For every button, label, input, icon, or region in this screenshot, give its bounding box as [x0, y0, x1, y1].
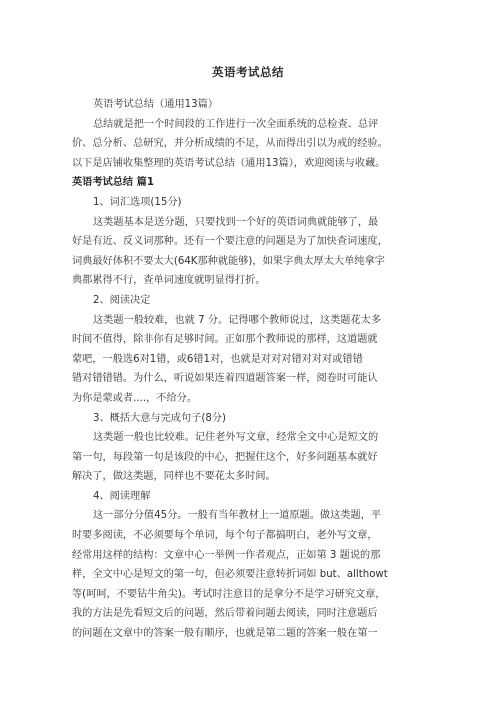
text-line: 的问题在文章中的答案一般有顺序，也就是第二题的答案一般在第一: [72, 628, 378, 640]
text-line: 蒙吧，一般选6对1错，或6错1对，也就是对对对错对对对或错错: [72, 353, 363, 365]
text-line: 3、概括大意与完成句子(8分): [93, 412, 226, 424]
section-heading: 英语考试总结 篇1: [72, 177, 154, 189]
text-line: 等(呵呵，不要钻牛角尖)。考试时注意目的是拿分不是学习研究文章，: [72, 588, 386, 600]
text-line: 我的方法是先看短文后的问题，然后带着问题去阅读，同时注意题后: [72, 608, 378, 620]
text-line: 1、词汇选项(15分): [93, 196, 182, 208]
document-body: [72, 95, 427, 644]
text-line: 样，全文中心是短文的第一句，但必须要注意转折词如 but、allthowt: [72, 569, 388, 581]
text-line: 解决了，做这类题，同样也不要花太多时间。: [72, 471, 276, 483]
text-line: 好是有近、反义词那种。还有一个要注意的问题是为了加快查词速度，: [72, 236, 388, 248]
text-line: 这类题一般也比较难。记住老外写文章，经常全文中心是短文的: [93, 432, 379, 444]
text-line: 2、阅读决定: [93, 294, 151, 306]
text-line: 时要多阅读，不必须要每个单词，每个句子都搞明白，老外写文章，: [72, 530, 378, 542]
document-title: 英语考试总结: [212, 65, 284, 79]
text-line: 典都累得不行，查单词速度就明显得打折。: [72, 275, 266, 287]
text-line: 这类题基本是送分题，只要找到一个好的英语词典就能够了，最: [93, 216, 379, 228]
text-line: 英语考试总结（通用13篇）: [93, 99, 219, 110]
text-line: 4、阅读理解: [93, 490, 151, 502]
text-line: 词典最好体积不要太大(64K那种就能够)，如果字典太厚太大单纯拿字: [72, 255, 385, 267]
text-line: 价、总分析、总研究，并分析成绩的不足，从而得出引以为戒的经验。: [72, 138, 388, 150]
text-line: 这类题一般较难，也就 7 分。记得哪个教师说过，这类题花太多: [93, 314, 382, 326]
text-line: 为你是蒙或者....，不给分。: [72, 392, 198, 404]
text-line: 经常用这样的结构：文章中心一举例一作者观点，正如第 3 题说的那: [72, 549, 381, 561]
text-line: 这一部分分值45分。一般有当年教材上一道原题。做这类题，平: [93, 510, 382, 522]
text-line: 总结就是把一个时间段的工作进行一次全面系统的总检查、总评: [93, 118, 379, 130]
text-line: 以下是店铺收集整理的英语考试总结（通用13篇），欢迎阅读与收藏。: [72, 157, 386, 169]
text-line: 错对错错错。为什么，听说如果连着四道题答案一样，阅卷时可能认: [72, 373, 378, 385]
text-line: 第一句，每段第一句是该段的中心，把握住这个，好多问题基本就好: [72, 451, 378, 463]
text-line: 时间不值得，除非你有足够时间。正如那个教师说的那样，这道题就: [72, 334, 378, 346]
